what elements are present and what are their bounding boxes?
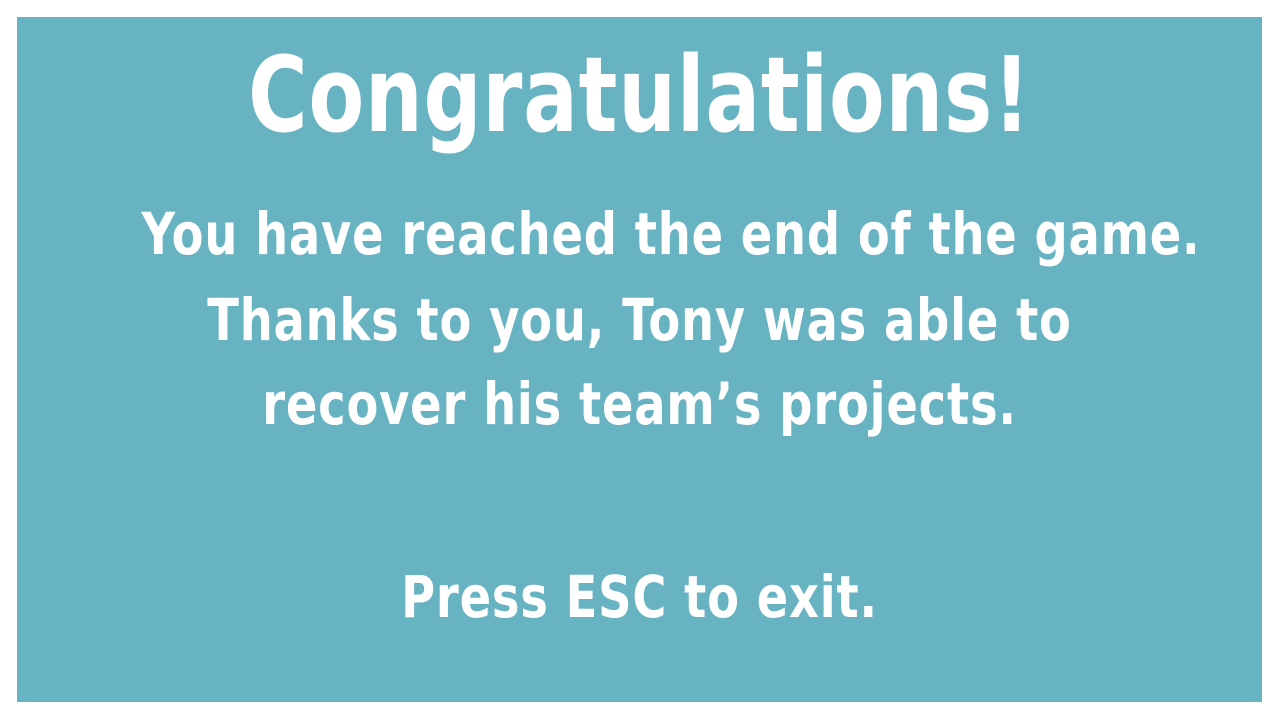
message-line-3: recover his team’s projects.: [262, 370, 1017, 438]
congratulations-title: Congratulations!: [248, 34, 1031, 156]
message-line-2: Thanks to you, Tony was able to: [207, 286, 1072, 354]
end-game-panel: [17, 17, 1262, 702]
message-line-1: You have reached the end of the game.: [141, 200, 1201, 268]
exit-prompt: Press ESC to exit.: [401, 563, 878, 631]
